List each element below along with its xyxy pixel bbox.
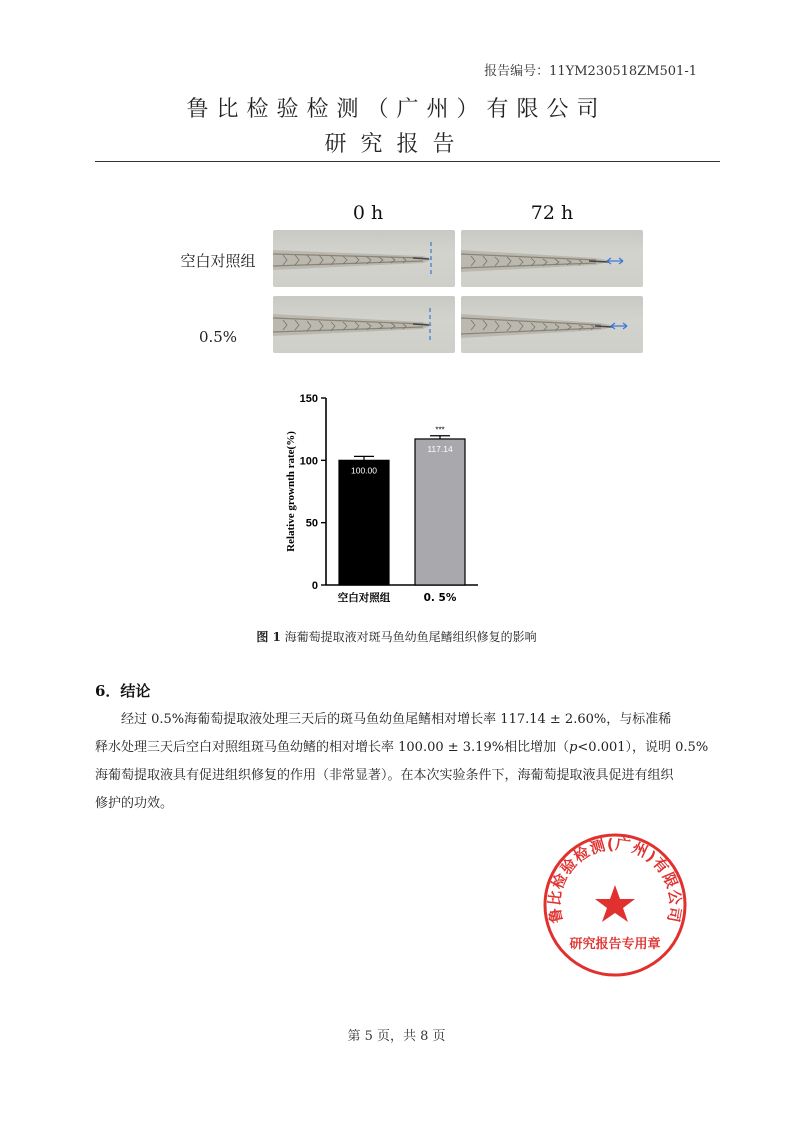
conclusion-heading: 6．结论 xyxy=(95,682,151,700)
y-tick-label: 100 xyxy=(299,455,318,468)
micrograph-control-0h xyxy=(273,230,455,287)
figure-caption xyxy=(0,628,793,645)
micrograph-treatment-0h xyxy=(273,296,455,353)
svg-text:研究报告专用章: 研究报告专用章 xyxy=(569,937,661,952)
x-tick-label-0: 空白对照组 xyxy=(337,592,391,604)
header-divider xyxy=(95,161,720,162)
p-value-symbol: p xyxy=(569,740,578,755)
micrograph-control-72h xyxy=(461,230,643,287)
significance-marker-1: *** xyxy=(435,425,445,435)
conclusion-line-1 xyxy=(95,706,720,734)
report-title: 研究报告 xyxy=(324,132,469,157)
figure-caption-text: 海葡萄提取液对斑马鱼幼鱼尾鳍组织修复的影响 xyxy=(284,630,537,644)
row-label-control: 空白对照组 xyxy=(180,252,256,270)
conclusion-text-2b: <0.001），说明 0.5% xyxy=(577,740,709,755)
page-number: 第 5 页，共 8 页 xyxy=(347,1029,446,1044)
conclusion-text-1: 经过 0.5%海葡萄提取液处理三天后的斑马鱼幼鱼尾鳍相对增长率 117.14 ± 2.60%，与标准稀 xyxy=(121,712,672,727)
column-header-72h: 72 h xyxy=(530,202,574,224)
y-tick-label: 150 xyxy=(299,393,318,405)
report-number: 报告编号：11YM230518ZM501-1 xyxy=(484,64,697,79)
svg-text:鲁比检验检测(广州)有限公司: 鲁比检验检测(广州)有限公司 xyxy=(545,834,685,925)
micrograph-treatment-72h xyxy=(461,296,643,353)
conclusion-line-3: 海葡萄提取液具有促进组织修复的作用（非常显著）。在本次实验条件下，海葡萄提取液具促进有组织 xyxy=(95,768,674,783)
chart-svg xyxy=(278,392,488,617)
bar-1 xyxy=(415,439,465,585)
official-seal xyxy=(540,830,690,980)
conclusion-line-2 xyxy=(95,734,720,762)
row-label-treatment: 0.5% xyxy=(198,328,238,346)
y-tick-label: 50 xyxy=(305,517,318,530)
conclusion-paragraph xyxy=(95,706,720,818)
bar-value-label-1: 117.14 xyxy=(427,443,453,454)
column-header-0h: 0 h xyxy=(352,202,384,224)
conclusion-text-2a: 释水处理三天后空白对照组斑马鱼幼鳍的相对增长率 100.00 ± 3.19%相比增加（ xyxy=(95,740,570,755)
figure-caption-label: 图 1 xyxy=(256,630,281,644)
growth-rate-bar-chart xyxy=(278,392,488,617)
y-axis-label: Relative grownth rate(%) xyxy=(285,431,297,552)
y-tick-label: 0 xyxy=(311,580,318,592)
company-name: 鲁比检验检测（广州）有限公司 xyxy=(186,97,607,122)
bar-0 xyxy=(339,460,389,585)
bar-value-label-0: 100.00 xyxy=(351,465,377,476)
x-tick-label-1: 0. 5% xyxy=(423,592,457,604)
conclusion-line-4: 修护的功效。 xyxy=(95,796,174,811)
